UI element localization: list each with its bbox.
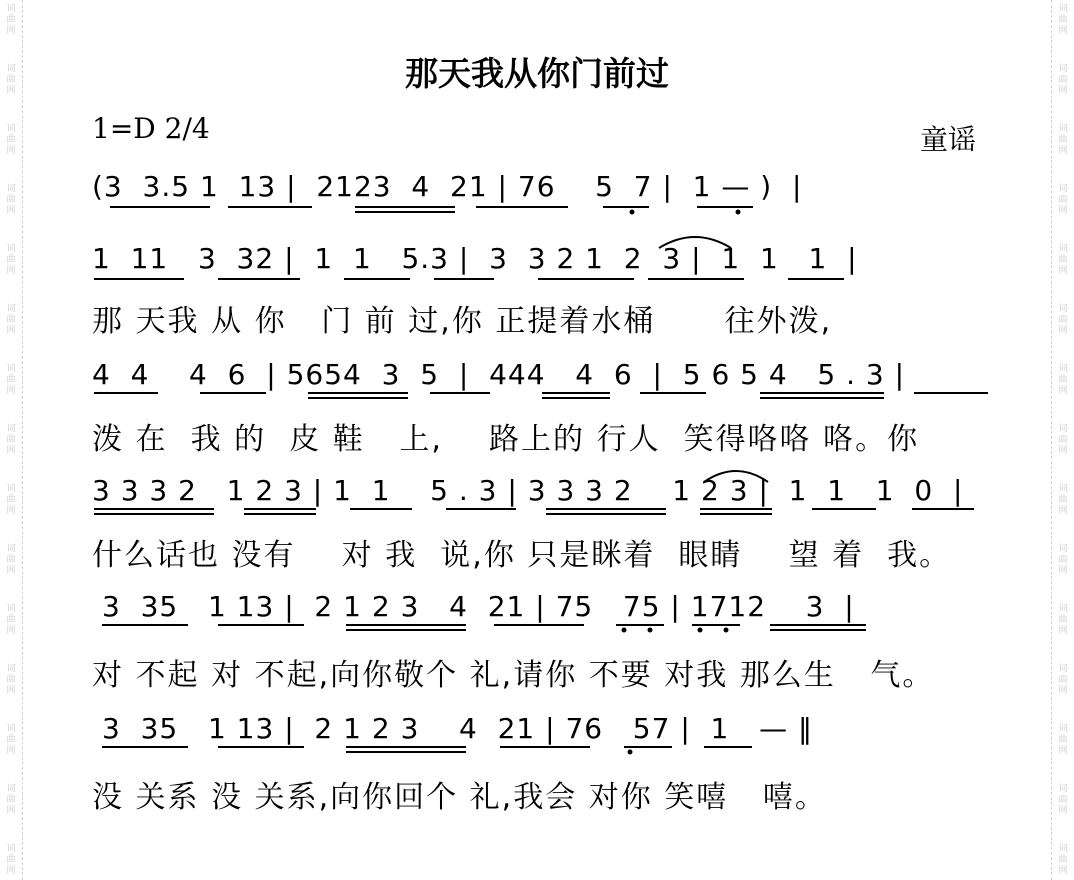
slur-arc xyxy=(700,464,772,486)
beam-line xyxy=(344,278,410,280)
beam-line xyxy=(446,508,516,510)
lyric-line-4: 对 不起 对 不起,向你敬个 礼,请你 不要 对我 那么生 气。 xyxy=(92,658,935,693)
beam-line xyxy=(546,508,666,510)
watermark: 词曲网 xyxy=(1058,724,1068,756)
watermark: 词曲网 xyxy=(1058,604,1068,636)
watermark: 词曲网 xyxy=(1058,244,1068,276)
watermark: 词曲网 xyxy=(6,244,16,276)
beam-line xyxy=(770,629,866,631)
beam-line xyxy=(200,392,266,394)
beam-line xyxy=(697,206,753,208)
beam-line xyxy=(812,508,876,510)
key-and-time-signature: 1=D 2/4 xyxy=(92,112,210,145)
lyric-line-5: 没 关系 没 关系,向你回个 礼,我会 对你 笑嘻 嘻。 xyxy=(92,780,827,815)
attribution: 童谣 xyxy=(920,123,977,156)
beam-line xyxy=(603,206,649,208)
watermark: 词曲网 xyxy=(1058,784,1068,816)
beam-line xyxy=(430,392,490,394)
beam-line xyxy=(228,206,312,208)
notation-line-5: 3 35 1 13 | 2 1 2 3 4 21 | 75 75 | 1712 3 | xyxy=(102,590,855,623)
notation-line-1: (3 3.5 1 13 | 2123 4 21 | 76 5 7 | 1 — ) | xyxy=(92,170,803,203)
watermark: 词曲网 xyxy=(1058,304,1068,336)
beam-line xyxy=(546,513,666,515)
beam-line xyxy=(648,278,744,280)
watermark: 词曲网 xyxy=(1058,184,1068,216)
lyric-line-1: 那 天我 从 你 门 前 过,你 正提着水桶 往外泼, xyxy=(92,304,833,339)
watermark: 词曲网 xyxy=(6,844,16,876)
beam-line xyxy=(218,624,304,626)
beam-line xyxy=(542,392,610,394)
beam-line xyxy=(624,746,672,748)
beam-line xyxy=(476,206,568,208)
beam-line xyxy=(346,746,466,748)
beam-line xyxy=(500,746,590,748)
watermark: 词曲网 xyxy=(1058,124,1068,156)
watermark: 词曲网 xyxy=(1058,544,1068,576)
beam-line xyxy=(308,397,408,399)
beam-line xyxy=(110,206,210,208)
beam-line xyxy=(218,746,304,748)
watermark: 词曲网 xyxy=(6,724,16,756)
watermark: 词曲网 xyxy=(6,424,16,456)
watermark: 词曲网 xyxy=(1058,4,1068,36)
beam-line xyxy=(94,508,214,510)
beam-line xyxy=(538,278,634,280)
beam-line xyxy=(308,392,408,394)
watermark: 词曲网 xyxy=(6,484,16,516)
watermark: 词曲网 xyxy=(1058,664,1068,696)
notation-line-3: 4 4 4 6 | 5654 3 5 | 444 4 6 | 5 6 5 4 5 . 3 | xyxy=(92,358,906,391)
watermark: 词曲网 xyxy=(1058,484,1068,516)
beam-line xyxy=(350,508,412,510)
watermark: 词曲网 xyxy=(6,184,16,216)
beam-line xyxy=(700,513,772,515)
notation-line-6: 3 35 1 13 | 2 1 2 3 4 21 | 76 57 | 1 — ‖ xyxy=(102,712,813,745)
watermark: 词曲网 xyxy=(1058,844,1068,876)
beam-line xyxy=(346,751,466,753)
watermark: 词曲网 xyxy=(6,604,16,636)
watermark: 词曲网 xyxy=(6,544,16,576)
beam-line xyxy=(94,513,214,515)
beam-line xyxy=(346,629,466,631)
beam-line xyxy=(692,624,740,626)
beam-line xyxy=(914,392,988,394)
beam-line xyxy=(346,624,466,626)
slur-arc xyxy=(655,230,735,252)
watermark: 词曲网 xyxy=(6,364,16,396)
beam-line xyxy=(355,206,455,208)
beam-line xyxy=(700,508,772,510)
notation-line-2: 1 11 3 32 | 1 1 5.3 | 3 3 2 1 2 3 | 1 1 1 | xyxy=(92,242,858,275)
beam-line xyxy=(788,278,844,280)
beam-line xyxy=(102,746,188,748)
watermark: 词曲网 xyxy=(6,304,16,336)
beam-line xyxy=(770,624,866,626)
beam-line xyxy=(542,397,610,399)
beam-line xyxy=(102,624,188,626)
beam-line xyxy=(94,392,158,394)
beam-line xyxy=(94,278,184,280)
beam-line xyxy=(434,278,494,280)
lyric-line-3: 什么话也 没有 对 我 说,你 只是眯着 眼睛 望 着 我。 xyxy=(92,538,952,573)
beam-line xyxy=(616,624,664,626)
beam-line xyxy=(494,624,584,626)
beam-line xyxy=(760,392,884,394)
beam-line xyxy=(640,392,706,394)
watermark: 词曲网 xyxy=(6,664,16,696)
watermark: 词曲网 xyxy=(6,4,16,36)
beam-line xyxy=(355,211,455,213)
lyric-line-2: 泼 在 我 的 皮 鞋 上, 路上的 行人 笑得咯咯 咯。你 xyxy=(92,422,920,457)
watermark: 词曲网 xyxy=(6,64,16,96)
watermark: 词曲网 xyxy=(6,784,16,816)
song-title: 那天我从你门前过 xyxy=(405,54,669,93)
beam-line xyxy=(912,508,974,510)
watermark: 词曲网 xyxy=(1058,424,1068,456)
watermark: 词曲网 xyxy=(1058,364,1068,396)
watermark: 词曲网 xyxy=(1058,64,1068,96)
beam-line xyxy=(704,746,752,748)
beam-line xyxy=(244,513,316,515)
notation-line-4: 3 3 3 2 1 2 3 | 1 1 5 . 3 | 3 3 3 2 1 2 3 | 1 1 1 0 | xyxy=(92,474,964,507)
beam-line xyxy=(244,508,316,510)
watermark: 词曲网 xyxy=(6,124,16,156)
beam-line xyxy=(760,397,884,399)
beam-line xyxy=(218,278,300,280)
